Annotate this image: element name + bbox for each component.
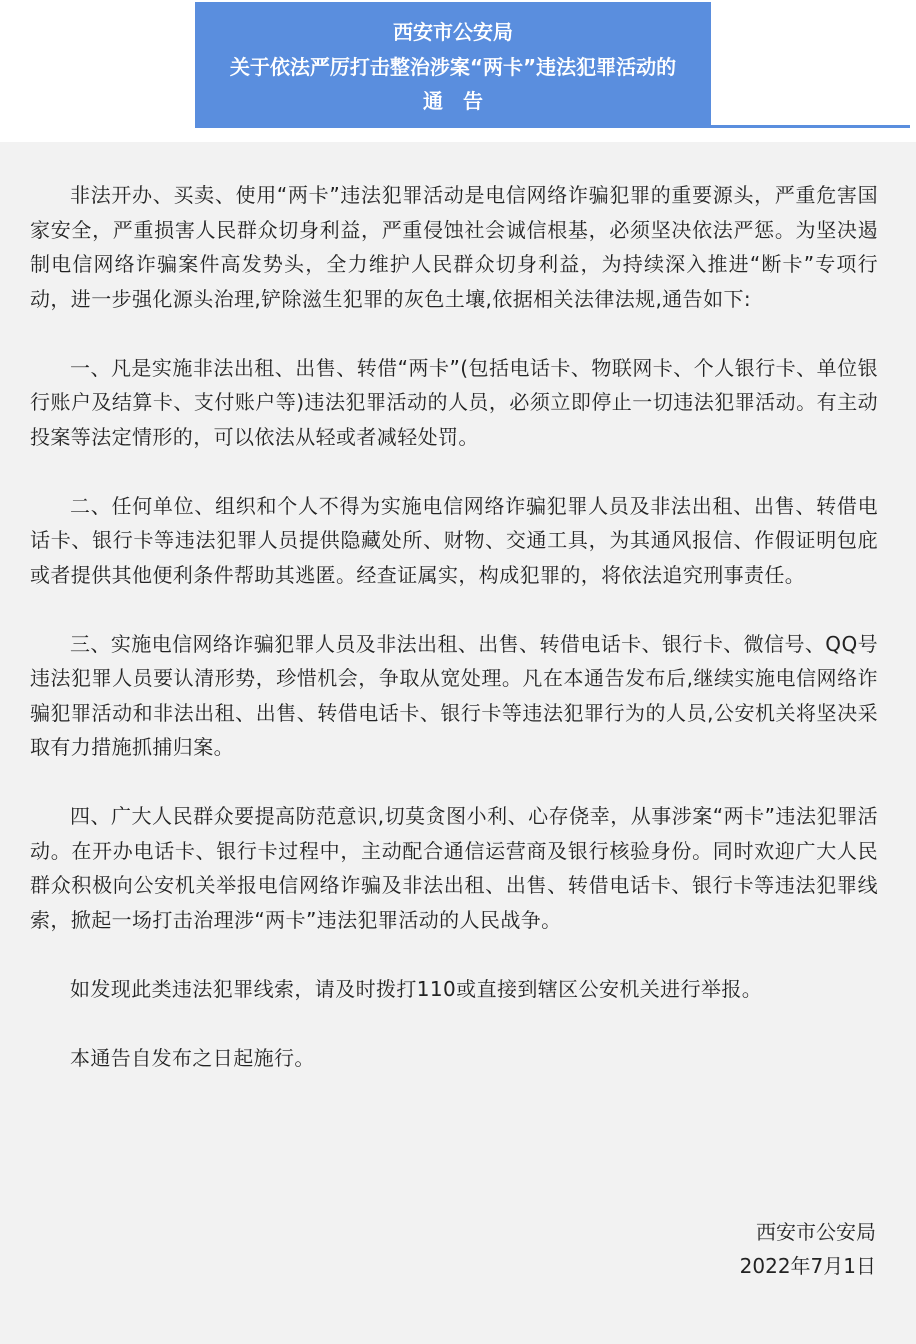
title-subject: 关于依法严厉打击整治涉案“两卡”违法犯罪活动的 [229, 55, 677, 79]
paragraph-clause-3: 三、实施电信网络诈骗犯罪人员及非法出租、出售、转借电话卡、银行卡、微信号、QQ号违法犯罪人员要认清形势，珍惜机会，争取从宽处理。凡在本通告发布后,继续实施电信网络诈骗犯罪活动和非法出租、出售、转借电话卡、银行卡等违法犯罪行为的人员,公安机关将坚决采取有力措施抓捕归案。 [30, 631, 878, 759]
paragraph-effective: 本通告自发布之日起施行。 [70, 1045, 315, 1070]
signature-date: 2022年7月1日 [739, 1254, 876, 1278]
notice-title-box [195, 2, 711, 128]
signature-block [740, 1215, 876, 1283]
title-issuer: 西安市公安局 [393, 20, 513, 44]
signature-org: 西安市公安局 [756, 1220, 876, 1244]
paragraph-intro: 非法开办、买卖、使用“两卡”违法犯罪活动是电信网络诈骗犯罪的重要源头，严重危害国家安全，严重损害人民群众切身利益，严重侵蚀社会诚信根基，必须坚决依法严惩。为坚决遏制电信网络诈骗案件高发势头，全力维护人民群众切身利益，为持续深入推进“断卡”专项行动，进一步强化源头治理,铲除滋生犯罪的灰色土壤,依据相关法律法规,通告如下: [30, 183, 878, 311]
notice-body [30, 178, 878, 1110]
paragraph-clause-4: 四、广大人民群众要提高防范意识,切莫贪图小利、心存侥幸，从事涉案“两卡”违法犯罪活动。在开办电话卡、银行卡过程中，主动配合通信运营商及银行核验身份。同时欢迎广大人民群众积极向公安机关举报电信网络诈骗及非法出租、出售、转借电话卡、银行卡等违法犯罪线索，掀起一场打击治理涉“两卡”违法犯罪活动的人民战争。 [30, 804, 878, 932]
paragraph-report: 如发现此类违法犯罪线索，请及时拨打110或直接到辖区公安机关进行举报。 [70, 976, 763, 1001]
header-accent-line [710, 125, 910, 128]
title-notice: 通 告 [423, 89, 483, 113]
paragraph-clause-2: 二、任何单位、组织和个人不得为实施电信网络诈骗犯罪人员及非法出租、出售、转借电话卡、银行卡等违法犯罪人员提供隐藏处所、财物、交通工具，为其通风报信、作假证明包庇或者提供其他便利条件帮助其逃匿。经查证属实，构成犯罪的，将依法追究刑事责任。 [30, 493, 878, 587]
paragraph-clause-1: 一、凡是实施非法出租、出售、转借“两卡”(包括电话卡、物联网卡、个人银行卡、单位银行账户及结算卡、支付账户等)违法犯罪活动的人员，必须立即停止一切违法犯罪活动。有主动投案等法定情形的，可以依法从轻或者减轻处罚。 [30, 355, 878, 449]
